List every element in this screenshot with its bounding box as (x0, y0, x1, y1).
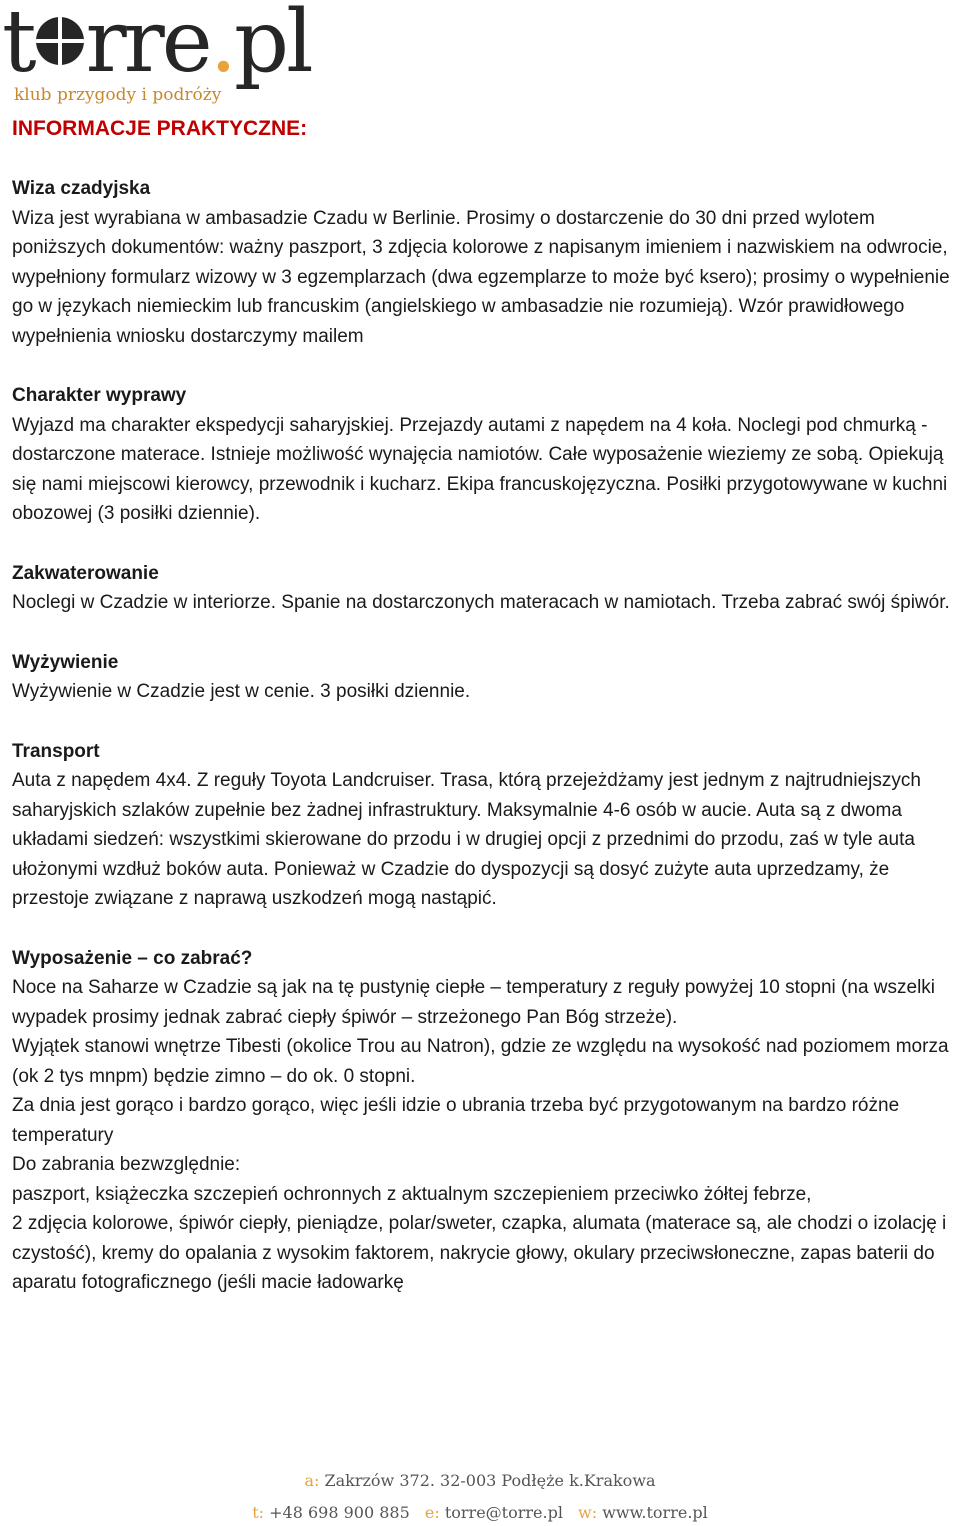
section (12, 737, 958, 914)
address-label: a: (304, 1471, 320, 1490)
email-label: e: (424, 1503, 440, 1522)
section-paragraph: Auta z napędem 4x4. Z reguły Toyota Landcruiser. Trasa, którą przejeżdżamy jest jednym z najtrudniejszych saharyjskich szlaków zupełnie bez żadnej infrastruktury. Maksymalnie 4-6 osób w aucie. Auta są z dwoma układami siedzeń: wszystkimi skierowane do przodu i w drugiej opcji z przednimi do przodu, zaś w tyle auta ułożonymi wzdłuż boków auta. Ponieważ w Czadzie do dyspozycji są dosyć zużyte auta uprzedzamy, że przestoje związane z naprawą uszkodzeń mogą nastąpić. (12, 770, 921, 909)
sections-container (12, 174, 958, 1298)
footer-address-line (0, 1471, 960, 1490)
website-link[interactable]: www.torre.pl (602, 1503, 708, 1522)
section-paragraph: Wyjazd ma charakter ekspedycji saharyjskiej. Przejazdy autami z napędem na 4 koła. Noclegi pod chmurką - dostarczone materace. Istnieje możliwość wynajęcia namiotów. Całe wyposażenie wieziemy ze sobą. Opiekują się nami miejscowi kierowcy, przewodnik i kucharz. Ekipa francuskojęzyczna. Posiłki przygotowywane w kuchni obozowej (3 posiłki dziennie). (12, 414, 948, 524)
logo-text-rre: rre (85, 0, 210, 92)
section (12, 648, 958, 707)
logo (2, 2, 332, 110)
logo-wordmark (2, 0, 311, 90)
section (12, 944, 958, 1298)
document-body (12, 112, 958, 1298)
section-paragraph: Noclegi w Czadzie w interiorze. Spanie na dostarczonych materacach w namiotach. Trzeba zabrać swój śpiwór. (12, 592, 950, 613)
section-heading: Wyposażenie – co zabrać? (12, 947, 253, 969)
logo-tagline: klub przygody i podróży (14, 85, 222, 105)
section-paragraph: Wyżywienie w Czadzie jest w cenie. 3 posiłki dziennie. (12, 681, 471, 702)
section-heading: Wyżywienie (12, 651, 119, 673)
section-heading: Zakwaterowanie (12, 562, 159, 584)
section-heading: Wiza czadyjska (12, 178, 151, 199)
section (12, 381, 958, 529)
section-heading: Charakter wyprawy (12, 385, 187, 406)
logo-letter-t: t (2, 0, 34, 92)
section-paragraph: Wiza jest wyrabiana w ambasadzie Czadu w Berlinie. Prosimy o dostarczenie do 30 dni przed wylotem poniższych dokumentów: ważny paszport, 3 zdjęcia kolorowe z napisanym imieniem i nazwiskiem na odwrocie, wypełniony formularz wizowy w 3 egzemplarzach (dwa egzemplarze to może być ksero); prosimy o wypełnienie go w językach niemieckim lub francuskim (angielskiego w ambasadzie nie rozumieją). Wzór prawidłowego wypełnienia wniosku dostarczymy mailem (12, 207, 950, 347)
logo-dot: . (209, 0, 235, 92)
web-label: w: (578, 1503, 598, 1522)
phone-label: t: (252, 1503, 265, 1522)
section (12, 174, 958, 351)
section-paragraph: paszport, książeczka szczepień ochronnych z aktualnym szczepieniem przeciwko żółtej febrze, (12, 1183, 812, 1205)
phone-text: +48 698 900 885 (269, 1503, 410, 1522)
section-paragraph: Do zabrania bezwzględnie: (12, 1154, 241, 1175)
page-title: INFORMACJE PRAKTYCZNE: (12, 117, 308, 140)
globe-icon (36, 17, 84, 65)
email-link[interactable]: torre@torre.pl (444, 1503, 563, 1522)
section (12, 559, 958, 618)
section-paragraph: Za dnia jest gorąco i bardzo gorąco, więc jeśli idzie o ubrania trzeba być przygotowanym na bardzo różne temperatury (12, 1095, 900, 1146)
footer-contact-line (0, 1503, 960, 1522)
section-paragraph: 2 zdjęcia kolorowe, śpiwór ciepły, pieniądze, polar/sweter, czapka, alumata (materace są, ale chodzi o izolację i czystość), kremy do opalania z wysokim faktorem, nakrycie głowy, okulary przeciwsłoneczne, zapas baterii do aparatu fotograficznego (jeśli macie ładowarkę (12, 1213, 947, 1293)
section-heading: Transport (12, 740, 100, 762)
address-text: Zakrzów 372. 32-003 Podłęże k.Krakowa (324, 1471, 656, 1490)
section-paragraph: Wyjątek stanowi wnętrze Tibesti (okolice Trou au Natron), gdzie ze względu na wysokość nad poziomem morza (ok 2 tys mnpm) będzie zimno – do ok. 0 stopni. (12, 1036, 949, 1087)
section-paragraph: Noce na Saharze w Czadzie są jak na tę pustynię ciepłe – temperatury z reguły powyżej 10 stopni (na wszelki wypadek prosimy jednak zabrać ciepły śpiwór – strzeżonego Pan Bóg strzeże). (12, 977, 936, 1028)
logo-text-pl: pl (234, 0, 311, 92)
